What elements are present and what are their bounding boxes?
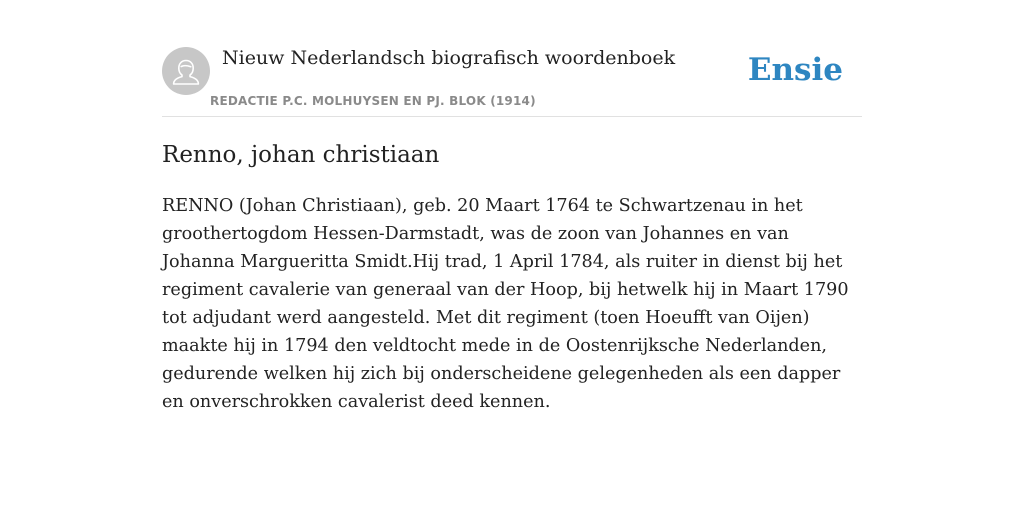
user-silhouette-icon [162,47,210,95]
entry-title: Renno, johan christiaan [162,142,440,168]
ensie-logo[interactable]: Ensie [747,52,843,88]
entry-body-text: RENNO (Johan Christiaan), geb. 20 Maart 1764 te Schwartzenau in het groothertogdom Hessen-Darmstadt, was de zoon van Johannes en van Johanna Margueritta Smidt.Hij trad, 1 April 1784, als ruiter in dienst bij het regiment cavalerie van generaal van der Hoop, bij hetwelk hij in Maart 1790 tot adjudant werd aangesteld. Met dit regiment (toen Hoeufft van Oijen) maakte hij in 1794 den veldtocht mede in de Oostenrijksche Nederlanden, gedurende welken hij zich bij onderscheidene gelegenheden als een dapper en onverschrokken cavalerist deed kennen. [162,196,849,412]
source-avatar[interactable] [162,47,210,95]
source-header [162,0,862,117]
source-editors: REDACTIE P.C. MOLHUYSEN EN PJ. BLOK (1914) [210,94,536,108]
source-title[interactable]: Nieuw Nederlandsch biografisch woordenboek [222,47,676,69]
entry-card [162,0,862,512]
